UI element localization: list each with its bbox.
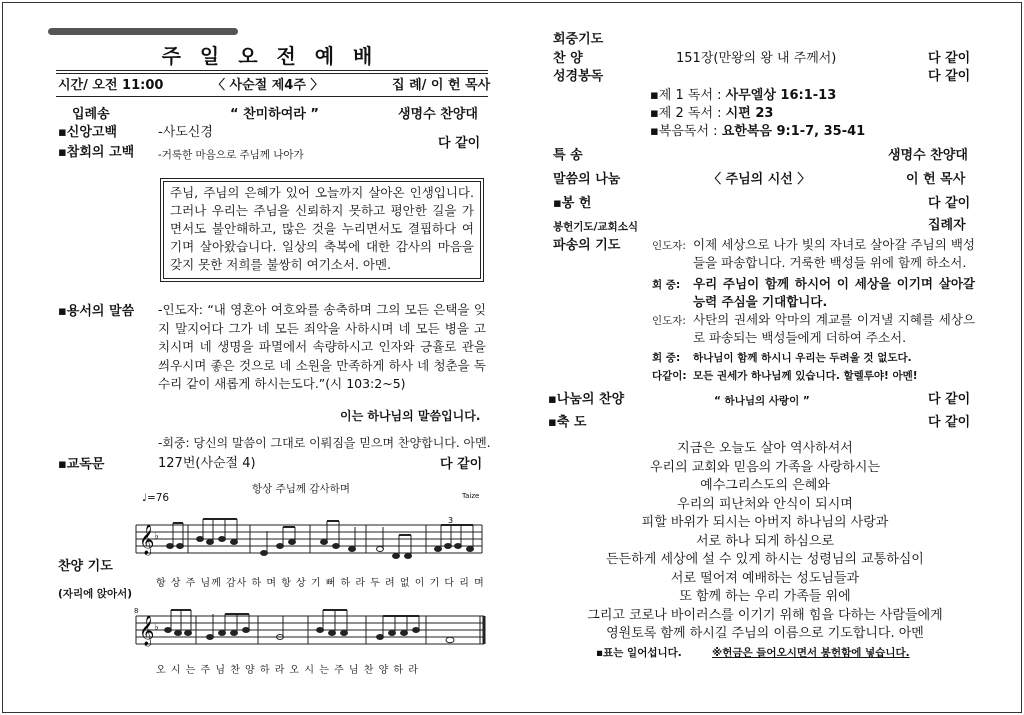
creed-label: ▪신앙고백: [58, 125, 118, 140]
entrance-by: 생명수 찬양대: [398, 107, 478, 122]
title-underline: [56, 70, 488, 74]
offering-label: ▪봉 헌: [553, 196, 592, 211]
reading-2: ▪제 2 독서 : 시편 23: [650, 106, 774, 121]
bless-label: ▪축 도: [548, 415, 587, 430]
footer-offering-note: ※헌금은 들어오시면서 봉헌함에 넣습니다.: [712, 647, 910, 659]
svg-text:♭: ♭: [154, 622, 159, 633]
svg-text:3: 3: [448, 516, 454, 525]
reading-1: ▪제 1 독서 : 사무엘상 16:1-13: [650, 88, 837, 103]
sharing-by: 다 같이: [928, 392, 971, 407]
pardon-response: -회중: 당신의 말씀이 그대로 이뤄짐을 믿으며 찬양합니다. 아멘.: [158, 436, 491, 450]
hymn-by: 다 같이: [928, 51, 971, 66]
confession-text: 주님, 주님의 은혜가 있어 오늘까지 살아온 인생입니다. 그러나 우리는 주님을 신뢰하지 못하고 평안한 길을 가면서도 불안해하고, 많은 것을 누리면서도 결핍하다 여기며 살아왔습니다. 일상의 축복에 대한 감사의 마음을 갖지 못한 저희를 불쌍히 여기소서. 아멘.: [163, 181, 481, 279]
prayer-label: 회중기도: [553, 32, 604, 47]
creed-by: 다 같이: [438, 136, 481, 151]
score-title: 항상 주님께 감사하며: [252, 483, 350, 495]
reading-3: ▪복음독서 : 요한복음 9:1-7, 35-41: [650, 124, 866, 139]
praise-label: 찬양 기도: [58, 559, 113, 574]
entrance-song: “ 찬미하여라 ”: [230, 107, 319, 122]
news-by: 집례자: [928, 218, 966, 233]
repent-content: -거룩한 마음으로 주님께 나아가: [158, 149, 304, 161]
reading-content: 127번(사순절 4): [158, 456, 256, 471]
sharing-label: ▪나눔의 찬양: [548, 392, 625, 407]
score-tempo: ♩=76: [142, 492, 170, 504]
special-label: 특 송: [553, 148, 583, 163]
header-divider: [56, 96, 488, 97]
pardon-text: -인도자: “내 영혼아 여호와를 송축하며 그의 모든 은택을 잊지 말지어다 그가 네 모든 죄악을 사하시며 네 모든 병을 고치시며 네 생명을 파멸에서 속량하시고 인자와 긍휼로 관을 씌우시며 좋은 것으로 네 소원을 만족하게 하사 네 청춘을 독수리 같이 새롭게 하시는도다.”(시 103:2~5): [158, 302, 486, 391]
news-label: 봉헌기도/교회소식: [553, 221, 638, 233]
page-title: 주 일 오 전 예 배: [161, 44, 379, 68]
offering-by: 다 같이: [928, 196, 971, 211]
season-label: 〈 사순절 제4주 〉: [212, 78, 324, 93]
svg-text:𝄞: 𝄞: [139, 616, 155, 646]
pardon-label: ▪용서의 말씀: [58, 304, 135, 319]
score-lyrics-2: 오 시 는 주 님 찬 양 하 라 오 시 는 주 님 찬 양 하 라: [156, 665, 419, 676]
hymn-content: 151장(만왕의 왕 내 주께서): [676, 51, 837, 66]
sharing-song: “ 하나님의 사랑이 ”: [714, 395, 810, 407]
svg-text:♭: ♭: [154, 531, 159, 542]
svg-text:𝄞: 𝄞: [139, 525, 155, 555]
hymn-label: 찬 양: [553, 51, 583, 66]
sending-label: 파송의 기도: [553, 238, 621, 253]
header-decoration-bar: [48, 28, 238, 35]
bless-by: 다 같이: [928, 415, 971, 430]
praise-note: (자리에 앉아서): [58, 588, 133, 600]
pardon-closing: 이는 하나님의 말씀입니다.: [340, 409, 481, 423]
special-by: 생명수 찬양대: [888, 148, 968, 163]
reading-by: 다 같이: [440, 457, 483, 472]
sermon-title: 〈 주님의 시선 〉: [708, 172, 811, 187]
scripture-by: 다 같이: [928, 69, 971, 84]
score-measure-number: 8: [134, 607, 139, 615]
creed-content: -사도신경: [158, 125, 213, 140]
footer-stand-note: ▪표는 일어섭니다.: [596, 647, 682, 659]
confession-box: [160, 178, 484, 282]
sermon-by: 이 헌 목사: [906, 172, 966, 187]
leader-label: 집 례/ 이 헌 목사: [392, 78, 491, 93]
sermon-label: 말씀의 나눔: [553, 172, 621, 187]
score-lyrics-1: 항 상 주 님께 감사 하 며 항 상 기 뻐 하 라 두 려 없 이 기 다 리 며: [156, 578, 485, 589]
reading-label: ▪교독문: [58, 457, 105, 472]
score-composer: Taize: [462, 492, 480, 500]
music-staff-2: [130, 606, 490, 656]
entrance-label: 입례송: [72, 107, 110, 122]
scripture-label: 성경봉독: [553, 69, 604, 84]
benediction-text: 지금은 오늘도 살아 역사하셔서 우리의 교회와 믿음의 가족을 사랑하시는 예수그리스도의 은혜와 우리의 피난처와 안식이 되시며 피할 바위가 되시는 아버지 하나님의 사랑과 서로 하나 되게 하심으로 든든하게 세상에 설 수 있게 하시는 성령님의 교통하심이 서로 떨어져 예배하는 성도님들과 또 함께 하는 우리 가족들 위에 그리고 코로나 바이러스를 이기기 위해 힘을 다하는 사람들에게 영원토록 함께 하시길 주님의 이름으로 기도합니다. 아멘: [587, 441, 943, 641]
music-staff-1: [130, 515, 490, 565]
service-time: 시간/ 오전 11:00: [58, 78, 164, 93]
repent-label: ▪참회의 고백: [58, 145, 135, 160]
